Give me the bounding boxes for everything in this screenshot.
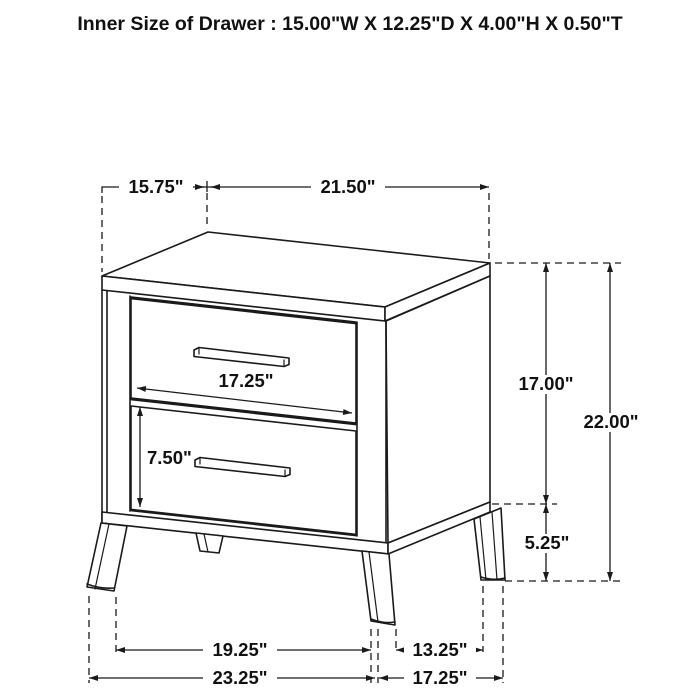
- dim-leg-height-label: 5.25": [524, 532, 570, 553]
- dim-feet-inner-width-label: 19.25": [212, 639, 268, 660]
- dim-feet-inner-depth-label: 13.25": [412, 639, 468, 660]
- leg-rear-left-stub: [196, 533, 223, 553]
- page-title: Inner Size of Drawer : 15.00"W X 12.25"D X 4.00"H X 0.50"T: [77, 13, 623, 35]
- nightstand-drawing: [87, 232, 505, 625]
- leg-rear-right: [474, 508, 505, 580]
- dim-feet-outer-width-label: 23.25": [212, 667, 268, 688]
- dim-drawer-width-label: 17.25": [218, 370, 274, 391]
- dim-bottom-drawer-height-label: 7.50": [147, 447, 192, 468]
- dim-feet-outer-depth-label: 17.25": [412, 667, 468, 688]
- dim-top-width-label: 21.50": [320, 176, 376, 197]
- dim-top-depth-label: 15.75": [128, 176, 184, 197]
- side-panel: [386, 276, 490, 543]
- dim-case-height-label: 17.00": [518, 373, 574, 394]
- dim-overall-height-label: 22.00": [583, 411, 639, 432]
- leg-front-left: [87, 523, 127, 591]
- leg-front-right: [362, 551, 395, 625]
